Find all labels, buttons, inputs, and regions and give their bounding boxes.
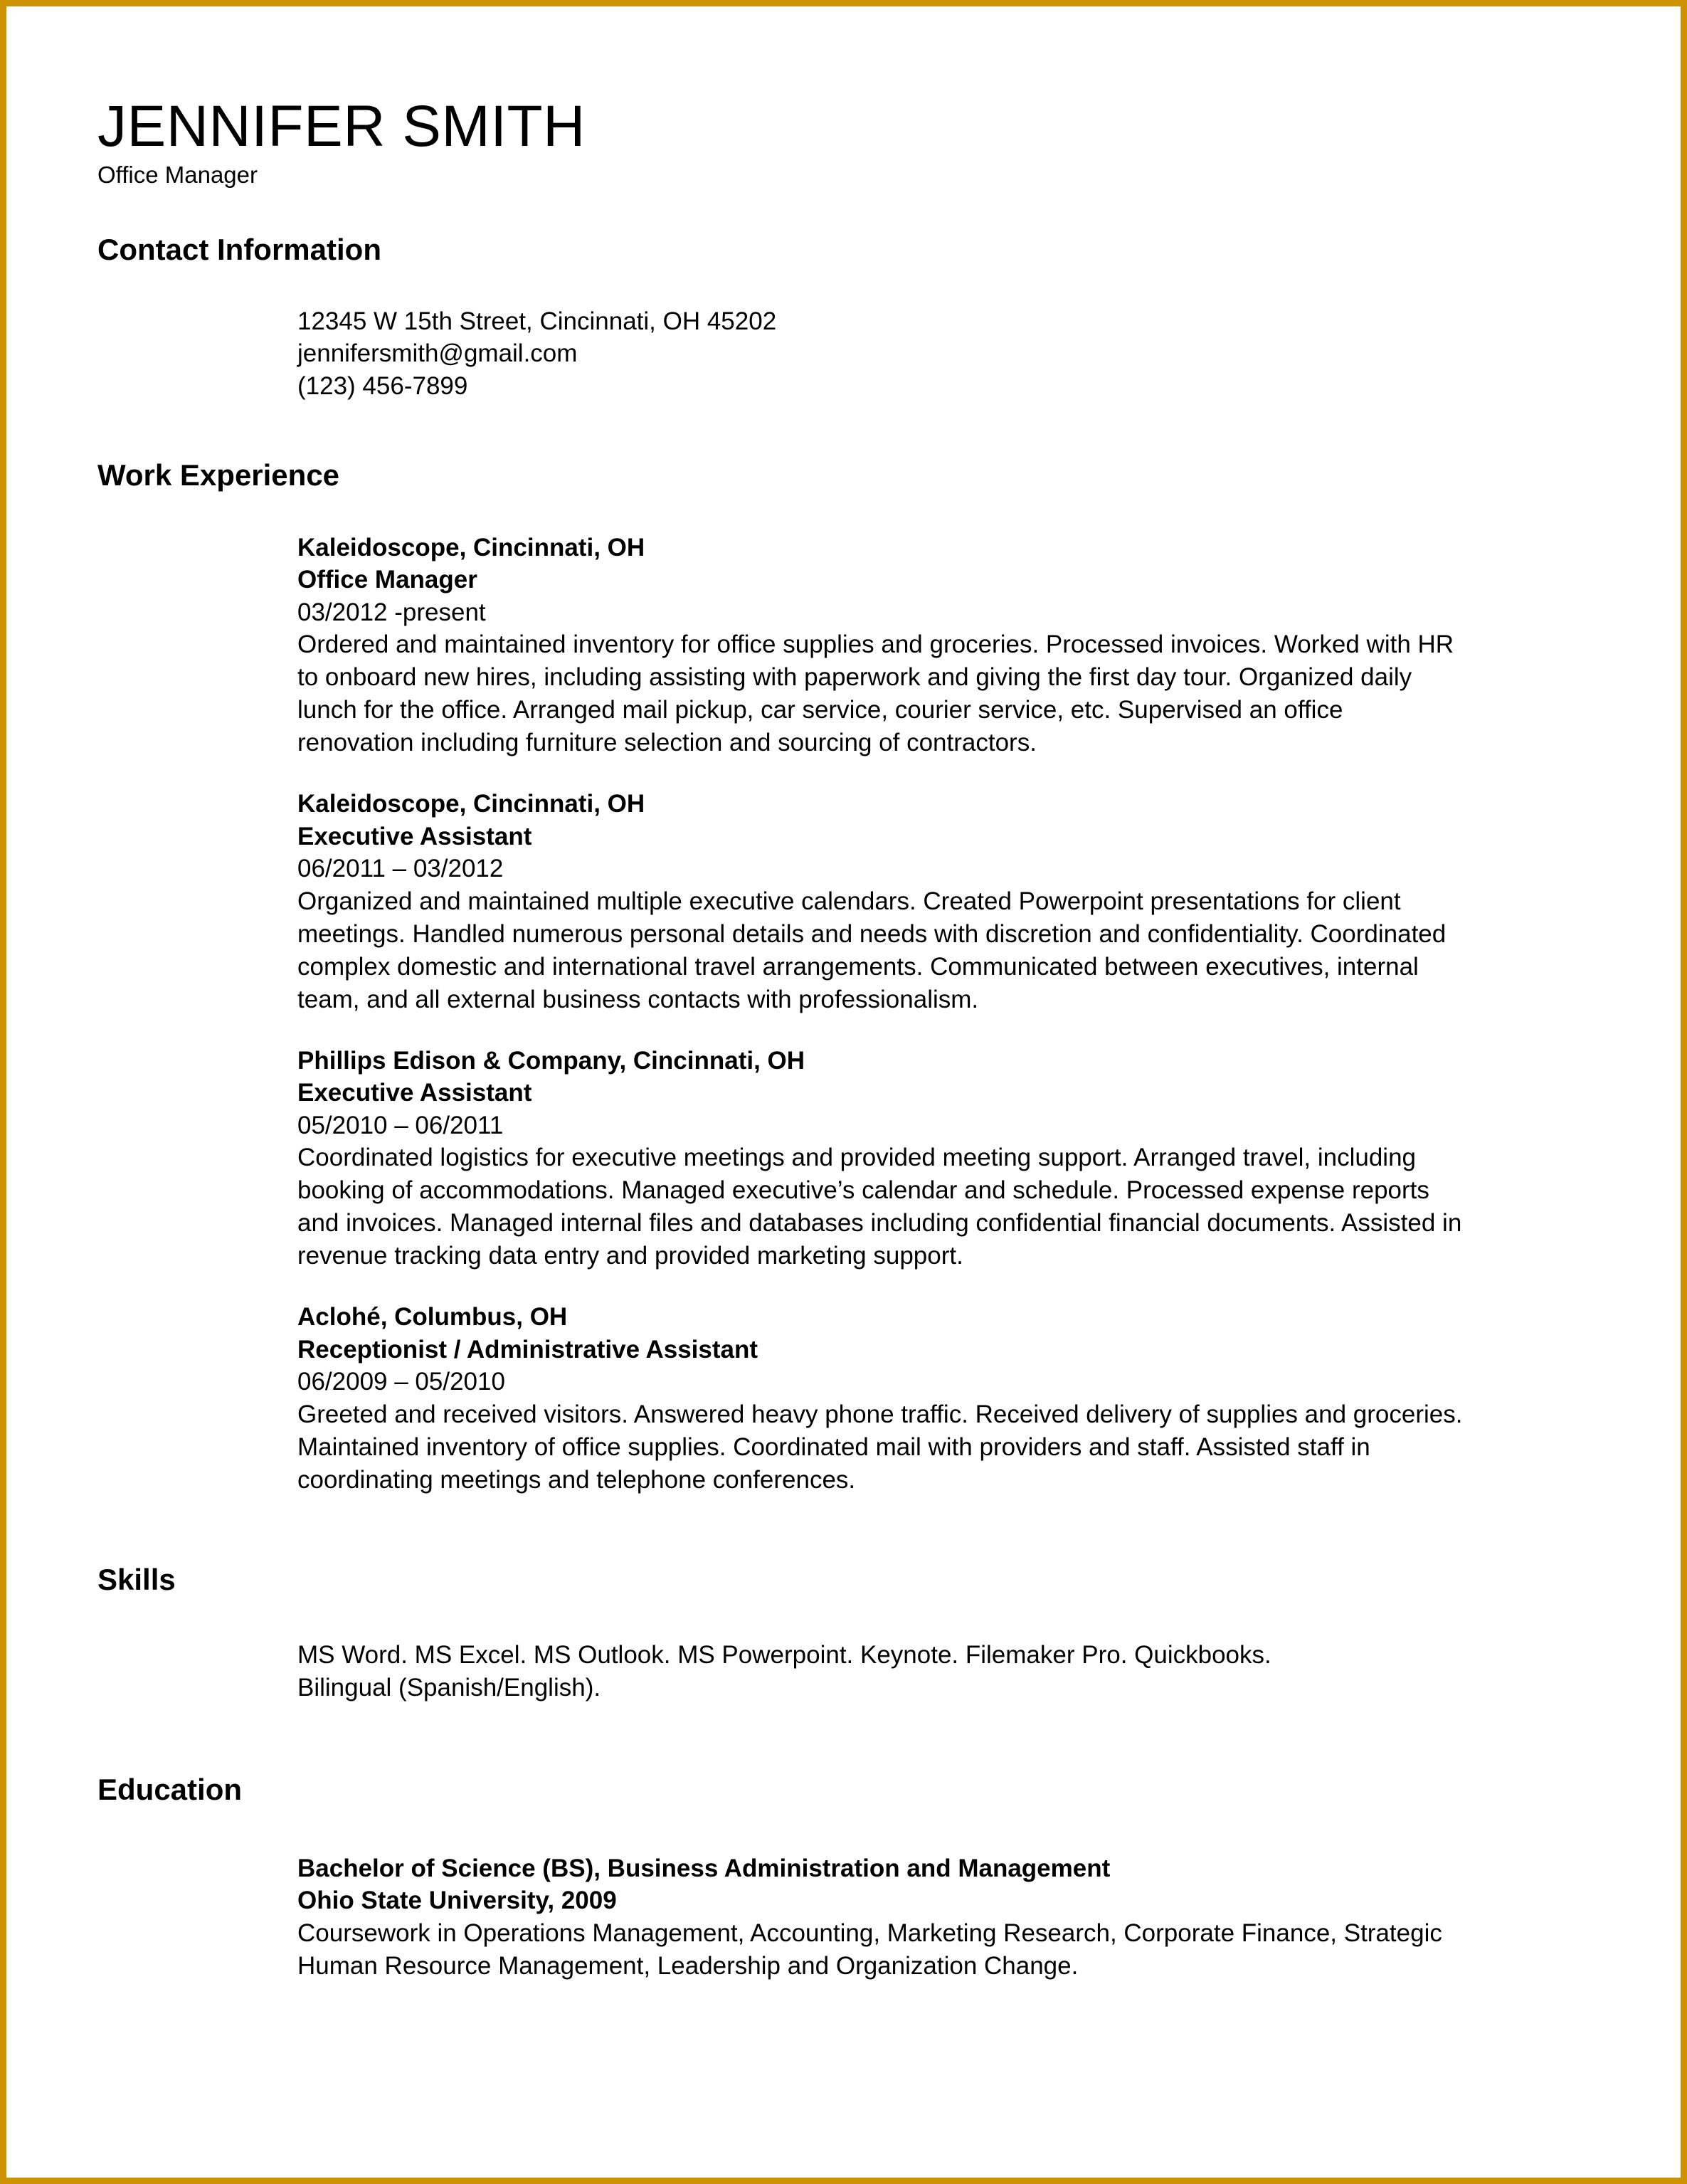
education-degree: Bachelor of Science (BS), Business Administration and Management [297, 1854, 1111, 1882]
job-company: Kaleidoscope, Cincinnati, OH [297, 533, 645, 561]
job-description: Ordered and maintained inventory for office supplies and groceries. Processed invoices. Worked with HR to onboard new hires, including assisting with paperwork and giving the first day tour. Organized daily lunch for the office. Arranged mail pickup, car service, courier service, etc. Supervised an office renovation including furniture selection and sourcing of contractors. [297, 631, 1454, 757]
contact-block [297, 305, 1574, 403]
job-description: Greeted and received visitors. Answered heavy phone traffic. Received delivery of supplies and groceries. Maintained inventory of office supplies. Coordinated mail with providers and staff. Assisted staff in coordinating meetings and telephone conferences. [297, 1400, 1463, 1494]
job-dates: 06/2011 – 03/2012 [297, 855, 504, 883]
job-title: Executive Assistant [297, 822, 532, 850]
section-heading-contact: Contact Information [97, 233, 381, 267]
job-title: Office Manager [297, 566, 477, 594]
section-heading-education: Education [97, 1773, 243, 1807]
contact-phone: (123) 456-7899 [297, 371, 468, 400]
education-school: Ohio State University, 2009 [297, 1887, 617, 1915]
skills-line-software: MS Word. MS Excel. MS Outlook. MS Powerpoint. Keynote. Filemaker Pro. Quickbooks. [297, 1641, 1271, 1669]
skills-block [297, 1639, 1574, 1704]
job-dates: 03/2012 -present [297, 598, 486, 626]
education-block [297, 1852, 1574, 1983]
work-experience-block [297, 532, 1574, 1497]
candidate-job-title: Office Manager [97, 162, 258, 188]
job-company: Aclohé, Columbus, OH [297, 1303, 568, 1331]
contact-address: 12345 W 15th Street, Cincinnati, OH 45202 [297, 307, 777, 335]
job-entry [297, 1045, 1574, 1273]
job-entry [297, 788, 1574, 1016]
job-entry [297, 532, 1574, 760]
contact-email: jennifersmith@gmail.com [297, 339, 578, 368]
job-description: Coordinated logistics for executive meetings and provided meeting support. Arranged travel, including booking of accommodations. Managed executive’s calendar and schedule. Processed expense reports and invoices. Managed internal files and databases including confidential financial documents. Assisted in revenue tracking data entry and provided marketing support. [297, 1144, 1462, 1270]
candidate-name: JENNIFER SMITH [97, 94, 586, 159]
job-entry [297, 1301, 1574, 1497]
section-heading-skills: Skills [97, 1562, 176, 1596]
job-company: Phillips Edison & Company, Cincinnati, OH [297, 1046, 805, 1075]
resume-content [6, 6, 1681, 2178]
education-coursework: Coursework in Operations Management, Accounting, Marketing Research, Corporate Finance, Strategic Human Resource Management, Leadership and Organization Change. [297, 1919, 1442, 1980]
section-heading-work-experience: Work Experience [97, 458, 340, 492]
job-dates: 05/2010 – 06/2011 [297, 1111, 504, 1139]
job-company: Kaleidoscope, Cincinnati, OH [297, 790, 645, 818]
job-description: Organized and maintained multiple executive calendars. Created Powerpoint presentations for client meetings. Handled numerous personal details and needs with discretion and confidentiality. Coordinated complex domestic and international travel arrangements. Communicated between executives, internal team, and all external business contacts with professionalism. [297, 887, 1447, 1013]
job-title: Executive Assistant [297, 1079, 532, 1107]
job-dates: 06/2009 – 05/2010 [297, 1368, 505, 1396]
job-title: Receptionist / Administrative Assistant [297, 1335, 758, 1363]
skills-line-languages: Bilingual (Spanish/English). [297, 1673, 601, 1702]
